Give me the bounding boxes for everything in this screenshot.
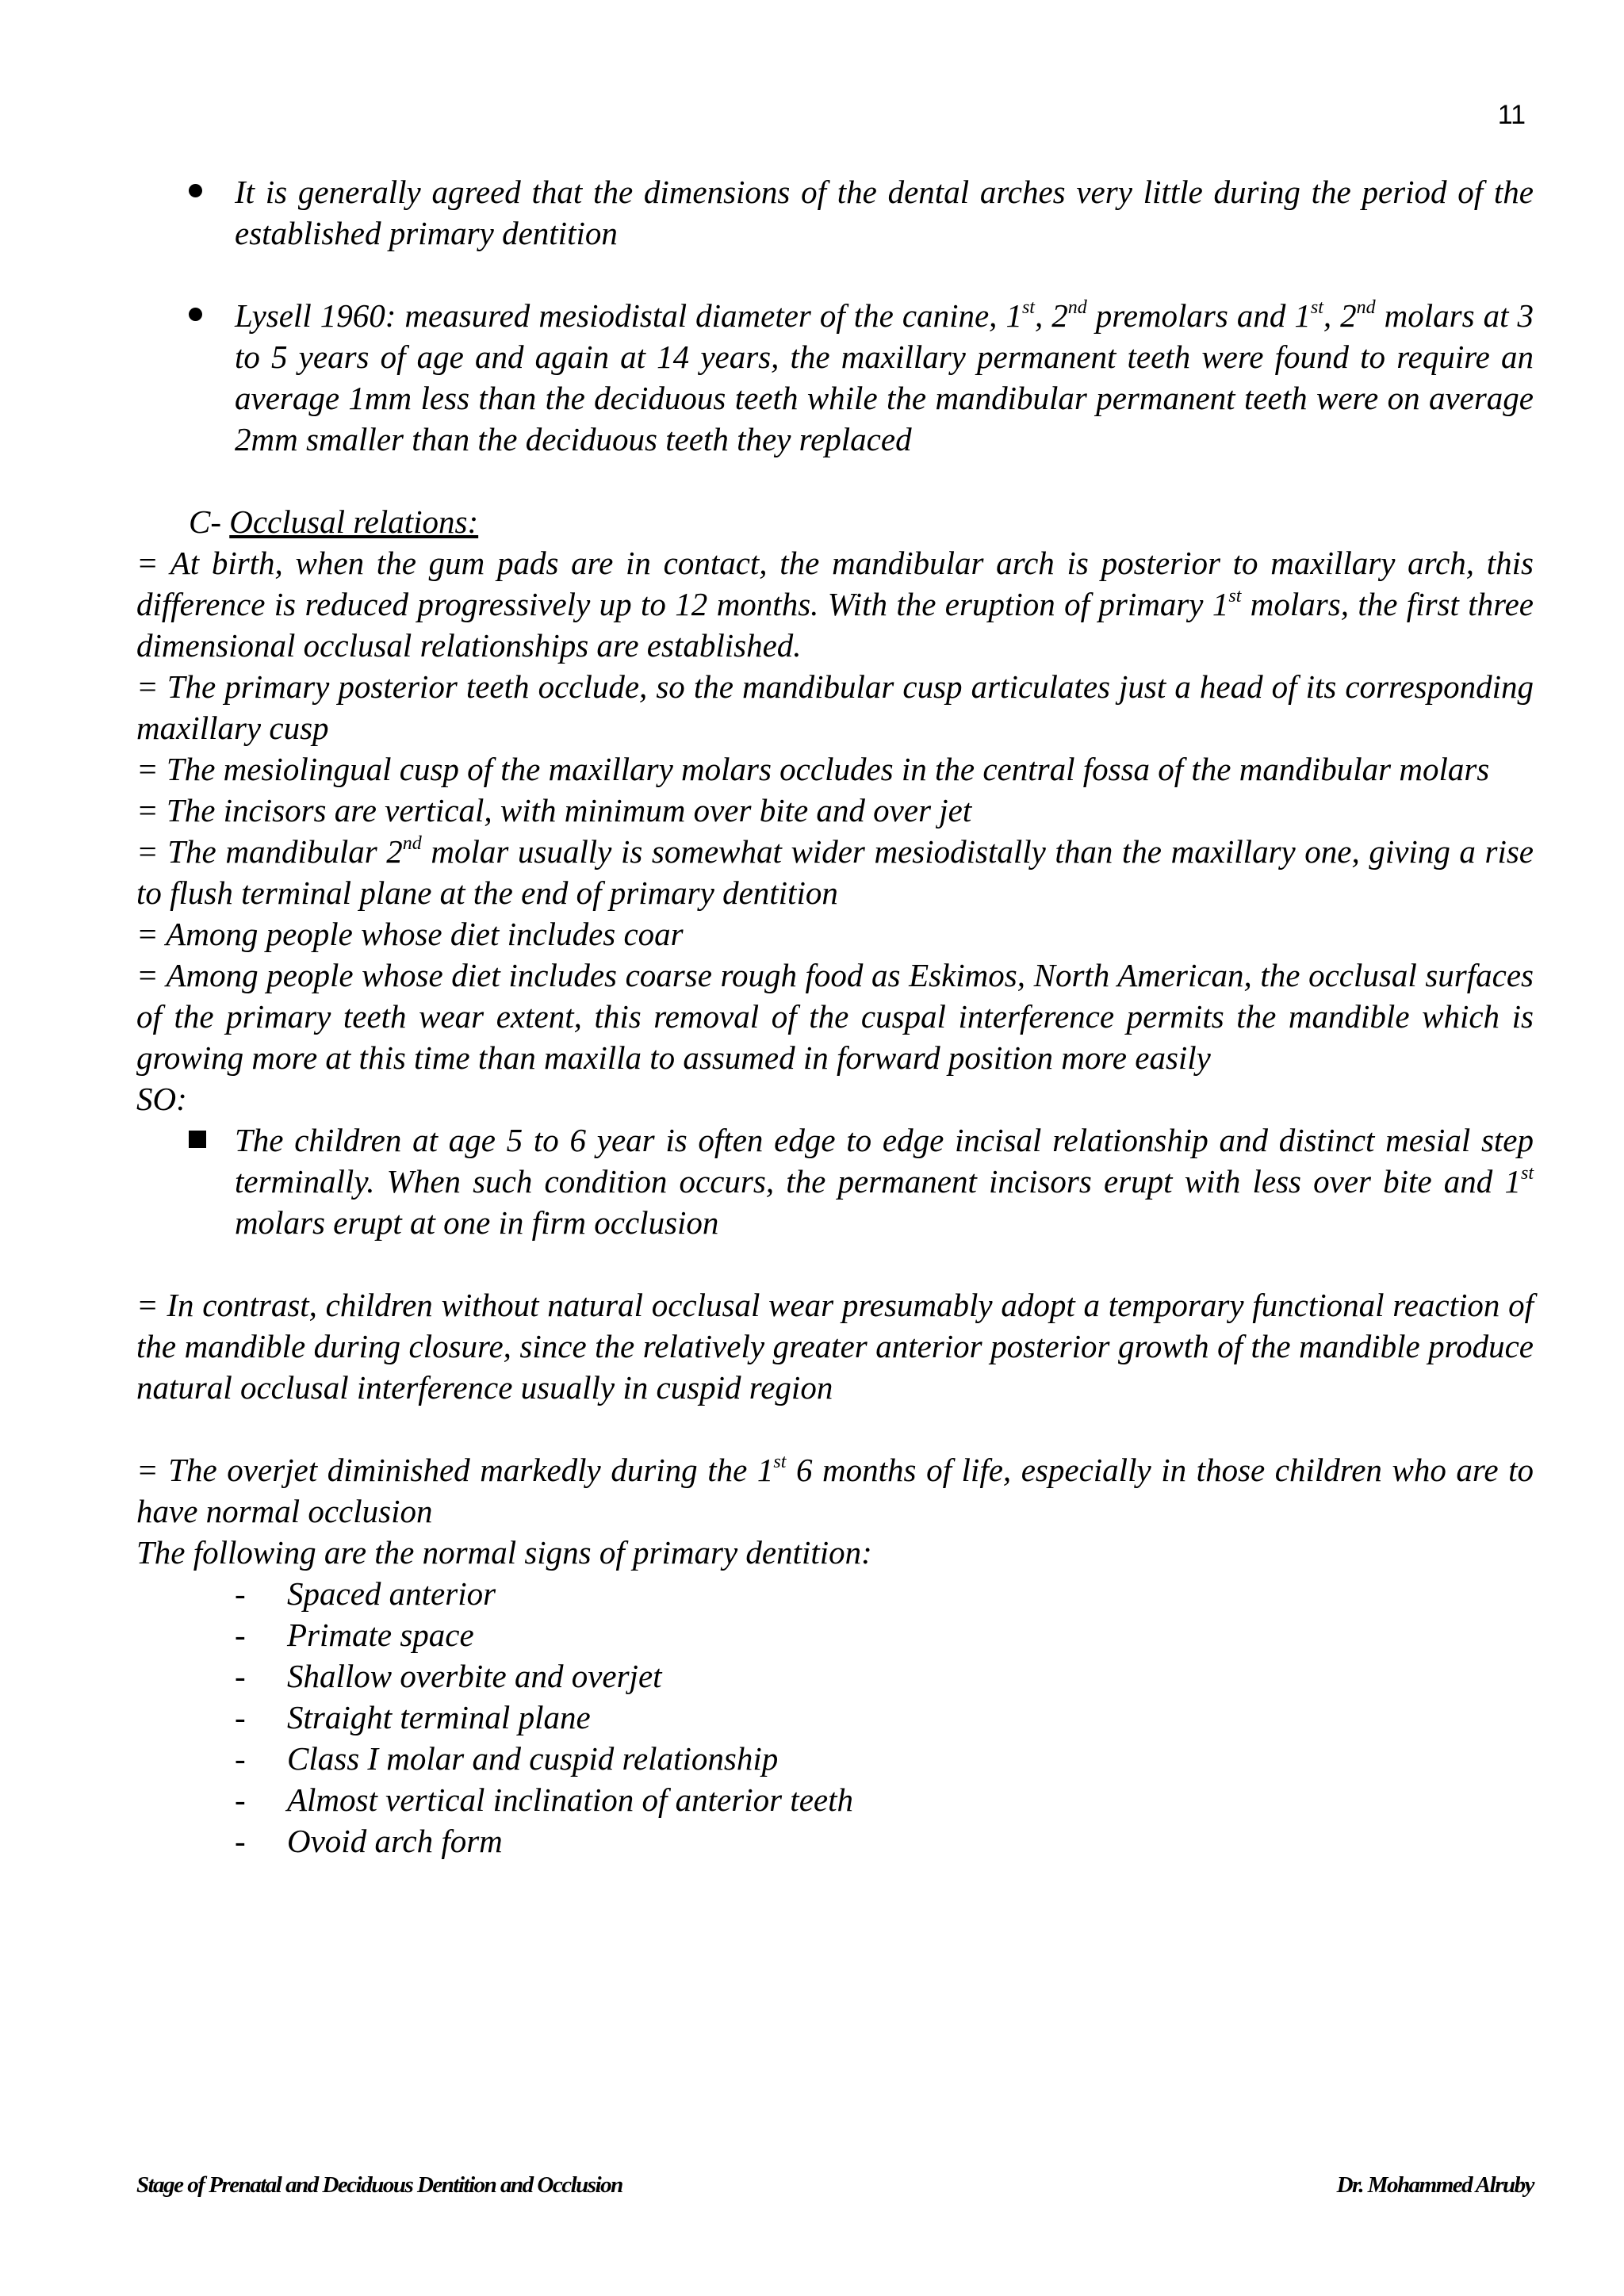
list-item: - Straight terminal plane bbox=[136, 1697, 1534, 1738]
paragraph: SO: bbox=[136, 1081, 187, 1117]
paragraph: = In contrast, children without natural occlusal wear presumably adopt a temporary functional reaction of the mandible during closure, since the relatively greater anterior posterior growth of the mandible produce natural occlusal interference usually in cuspid region bbox=[136, 1287, 1534, 1406]
paragraph: The following are the normal signs of primary dentition: bbox=[136, 1534, 872, 1571]
list-item: - Shallow overbite and overjet bbox=[136, 1655, 1534, 1697]
paragraph: = The incisors are vertical, with minimum over bite and over jet bbox=[136, 792, 972, 828]
dash-icon: - bbox=[235, 1575, 246, 1612]
dash-icon: - bbox=[235, 1658, 246, 1694]
section-heading: C- Occlusal relations: bbox=[189, 503, 479, 540]
square-bullet-icon bbox=[189, 1131, 206, 1148]
paragraph: = The overjet diminished markedly during the 1st 6 months of life, especially in those children who are to have normal occlusion bbox=[136, 1452, 1534, 1529]
bullet-dot-icon bbox=[189, 308, 202, 321]
section-title: Occlusal relations: bbox=[229, 503, 479, 540]
list-item: - Class I molar and cuspid relationship bbox=[136, 1738, 1534, 1779]
bullet-item: It is generally agreed that the dimensions of the dental arches very little during the period of the established primary dentition bbox=[136, 171, 1534, 254]
paragraph: = At birth, when the gum pads are in contact, the mandibular arch is posterior to maxillary arch, this difference is reduced progressively up to 12 months. With the eruption of primary 1st molars, the first three dimensional occlusal relationships are established. bbox=[136, 545, 1534, 664]
paragraph: = Among people whose diet includes coarse rough food as Eskimos, North American, the occlusal surfaces of the primary teeth wear extent, this removal of the cuspal interference permits the mandible which is growing more at this time than maxilla to assumed in forward position more easily bbox=[136, 957, 1534, 1076]
footer-title: Stage of Prenatal and Deciduous Dentition and Occlusion bbox=[136, 2172, 622, 2198]
paragraph: = The mesiolingual cusp of the maxillary molars occludes in the central fossa of the mandibular molars bbox=[136, 751, 1490, 787]
bullet-dot-icon bbox=[189, 184, 202, 197]
square-bullet-item: The children at age 5 to 6 year is often edge to edge incisal relationship and distinct mesial step terminally. When such condition occurs, the permanent incisors erupt with less over bite and 1st molars erupt at one in firm occlusion bbox=[136, 1119, 1534, 1243]
list-item: - Spaced anterior bbox=[136, 1573, 1534, 1614]
paragraph: = Among people whose diet includes coar bbox=[136, 916, 684, 952]
page-body bbox=[136, 171, 1534, 1862]
dash-icon: - bbox=[235, 1699, 246, 1735]
paragraph: = The primary posterior teeth occlude, so the mandibular cusp articulates just a head of its corresponding maxillary cusp bbox=[136, 668, 1534, 746]
dash-icon: - bbox=[235, 1617, 246, 1653]
footer-author: Dr. Mohammed Alruby bbox=[1336, 2172, 1534, 2198]
bullet-item: Lysell 1960: measured mesiodistal diameter of the canine, 1st, 2nd premolars and 1st, 2nd molars at 3 to 5 years of age and again at 14 years, the maxillary permanent teeth were found to require an average 1mm less than the deciduous teeth while the mandibular permanent teeth were on average 2mm smaller than the deciduous teeth they replaced bbox=[136, 295, 1534, 460]
page-number: 11 bbox=[1497, 100, 1526, 130]
dash-icon: - bbox=[235, 1781, 246, 1818]
list-item: - Ovoid arch form bbox=[136, 1820, 1534, 1862]
dash-icon: - bbox=[235, 1740, 246, 1777]
list-item: - Almost vertical inclination of anterior teeth bbox=[136, 1779, 1534, 1820]
dash-icon: - bbox=[235, 1823, 246, 1859]
paragraph: = The mandibular 2nd molar usually is somewhat wider mesiodistally than the maxillary one, giving a rise to flush terminal plane at the end of primary dentition bbox=[136, 833, 1534, 911]
list-item: - Primate space bbox=[136, 1614, 1534, 1655]
